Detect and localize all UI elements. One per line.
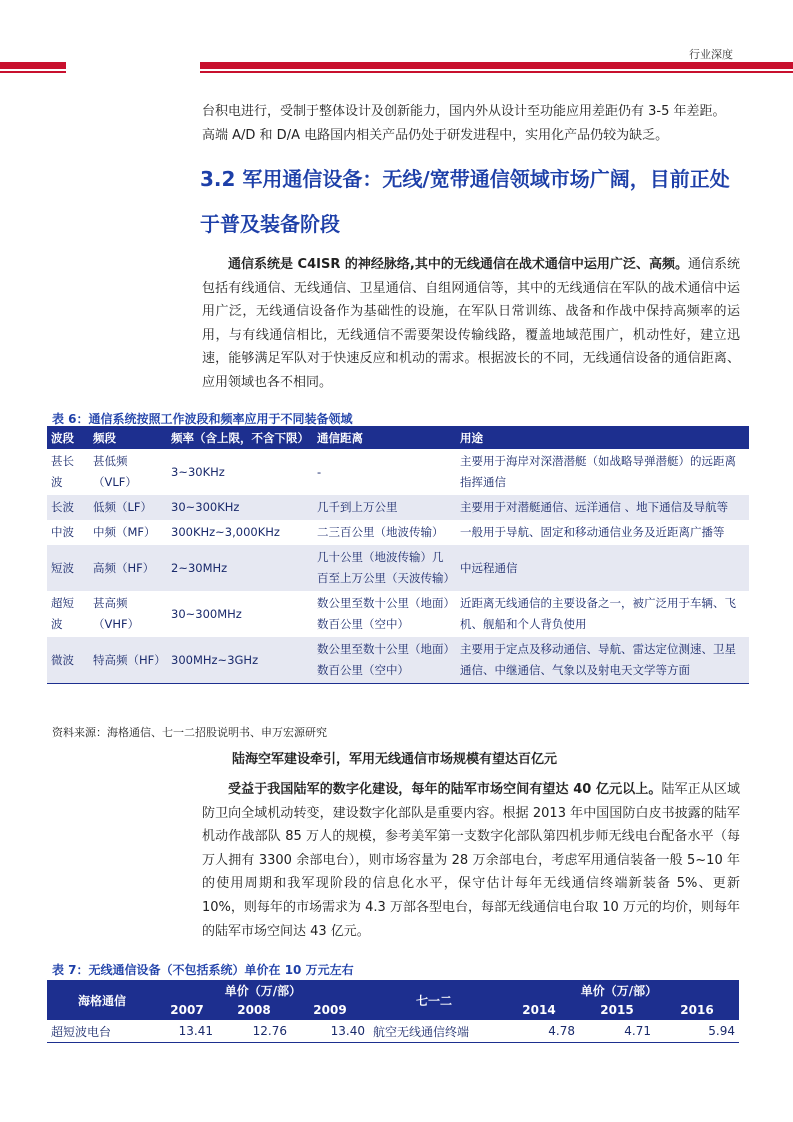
table-cell: 5.94 [655, 1020, 739, 1043]
table-row [47, 545, 749, 591]
table7-right-product: 航空无线通信终端 [369, 1020, 499, 1043]
table6-header-cell: 通信距离 [313, 426, 456, 449]
table-row [47, 637, 749, 684]
table-cell: 低频（LF） [89, 495, 167, 520]
table-cell: 中频（MF） [93, 525, 156, 539]
table-cell: 12.76 [217, 1020, 291, 1043]
table-cell: 高频（HF） [89, 545, 167, 591]
table-cell: 几十公里（地波传输）几百至上万公里（天波传输） [313, 545, 456, 591]
paragraph-comm-system-body: 通信系统包括有线通信、无线通信、卫星通信、自组网通信等，其中的无线通信在军队的战术通信中运用广泛，无线通信设备作为基础性的设施，在军队日常训练、战备和作战中保持高频率的运用，与有线通信相比，无线通信不需要架设传输线路，覆盖地域范围广，机动性好，建立迅速，能够满足军队对于快速反应和机动的需求。根据波长的不同，无线通信设备的通信距离、应用领域也各不相同。 [202, 257, 740, 390]
header-rule-right [200, 62, 793, 69]
table7-year: 2014 [499, 1000, 579, 1020]
subheading: 陆海空军建设牵引，军用无线通信市场规模有望达百亿元 [232, 752, 558, 767]
header-rule-right-thin [200, 71, 793, 73]
table-cell: 30~300MHz [171, 606, 242, 621]
table7-year: 2009 [291, 1000, 369, 1020]
table7-right-company: 七一二 [369, 980, 499, 1020]
table7-year: 2016 [655, 1000, 739, 1020]
table-cell: 长波 [47, 495, 89, 520]
table-row [47, 449, 749, 495]
table-row [47, 591, 749, 637]
table-cell: 4.78 [499, 1020, 579, 1043]
table7-left-product: 超短波电台 [47, 1020, 157, 1043]
header-tag: 行业深度 [689, 48, 733, 61]
table-cell: 中远程通信 [456, 545, 749, 591]
table7-caption: 表 7：无线通信设备（不包括系统）单价在 10 万元左右 [52, 963, 354, 977]
table6-caption: 表 6：通信系统按照工作波段和频率应用于不同装备领域 [52, 412, 353, 426]
table7-right-unit: 单价（万/部） [499, 980, 739, 1000]
intro-paragraph [202, 100, 740, 147]
paragraph-comm-system [202, 253, 740, 395]
section-heading-line-1: 3.2 军用通信设备：无线/宽带通信领域市场广阔，目前正处 [200, 167, 730, 191]
table-row [47, 520, 749, 545]
table-cell: 特高频（HF） [89, 637, 167, 684]
table-cell: 13.40 [291, 1020, 369, 1043]
table-cell: 数公里至数十公里（地面）数百公里（空中） [313, 637, 456, 684]
table-cell: 13.41 [157, 1020, 217, 1043]
table-cell: 微波 [47, 637, 89, 684]
table7-year: 2015 [579, 1000, 655, 1020]
table-cell: 中波 [51, 525, 74, 539]
table7-year: 2007 [157, 1000, 217, 1020]
table6 [47, 426, 749, 684]
table-row [47, 1020, 739, 1043]
table6-header-row [47, 426, 749, 449]
paragraph-army-market-body: 陆军正从区域防卫向全域机动转变，建设数字化部队是重要内容。根据 2013 年中国国防白皮书披露的陆军机动作战部队 85 万人的规模，参考美军第一支数字化部队第四机步师无线电台配备水平（每万人拥有 3300 余部电台），则市场容量为 28 万余部电台，考虑军用通信装备一般 5~10 年的使用周期和我军现阶段的信息化水平，保守估计每年无线通信终端新装备 5%、更新 10%，则每年的市场需求为 4.3 万部各型电台，每部无线通信电台取 10 万元的均价，则每年的陆军市场空间达 43 亿元。 [202, 782, 740, 939]
table-cell: 2~30MHz [167, 545, 313, 591]
intro-line-1: 台积电进行，受制于整体设计及创新能力，国内外从设计至功能应用差距仍有 3-5 年差距。 [202, 104, 726, 119]
table-cell: - [317, 464, 322, 479]
table7-left-company: 海格通信 [47, 980, 157, 1020]
table-cell: 主要用于海岸对深潜潜艇（如战略导弹潜艇）的远距离指挥通信 [460, 454, 736, 489]
table-cell: 300KHz~3,000KHz [171, 525, 280, 539]
table-cell: 数公里至数十公里（地面）数百公里（空中） [317, 596, 450, 631]
table-cell: 300MHz~3GHz [167, 637, 313, 684]
table6-header-cell: 波段 [47, 426, 89, 449]
paragraph-army-market [202, 778, 740, 943]
table6-source: 资料来源：海格通信、七一二招股说明书、申万宏源研究 [52, 726, 327, 739]
header-rule-left [0, 62, 66, 69]
table7-left-unit: 单价（万/部） [157, 980, 369, 1000]
table-cell: 30~300KHz [167, 495, 313, 520]
section-heading [200, 157, 745, 247]
table-row [47, 495, 749, 520]
table-cell: 主要用于定点及移动通信、导航、雷达定位测速、卫星通信、中继通信、气象以及射电天文学等方面 [456, 637, 749, 684]
intro-line-2: 高端 A/D 和 D/A 电路国内相关产品仍处于研发进程中，实用化产品仍较为缺乏。 [202, 127, 669, 143]
table-cell: 4.71 [579, 1020, 655, 1043]
header-rule-left-thin [0, 71, 66, 73]
table6-header-cell: 频率（含上限，不含下限） [167, 426, 313, 449]
paragraph-comm-system-lead: 通信系统是 C4ISR 的神经脉络,其中的无线通信在战术通信中运用广泛、高频。 [228, 257, 688, 272]
table-cell: 甚低频（VLF） [93, 454, 137, 489]
table6-header-cell: 频段 [89, 426, 167, 449]
table7-year: 2008 [217, 1000, 291, 1020]
table-cell: 二三百公里（地波传输） [317, 525, 444, 539]
table-cell: 几千到上万公里 [313, 495, 456, 520]
table-cell: 近距离无线通信的主要设备之一，被广泛用于车辆、飞机、舰船和个人背负使用 [460, 596, 736, 631]
table-cell: 甚长波 [51, 454, 74, 489]
table-cell: 超短波 [51, 596, 74, 631]
paragraph-army-market-lead: 受益于我国陆军的数字化建设，每年的陆军市场空间有望达 40 亿元以上。 [228, 782, 662, 797]
table-cell: 甚高频（VHF） [93, 596, 140, 631]
section-heading-line-2: 于普及装备阶段 [200, 212, 340, 236]
table-cell: 主要用于对潜艇通信、远洋通信 、地下通信及导航等 [456, 495, 749, 520]
table-cell: 3~30KHz [171, 464, 225, 479]
table7 [47, 980, 739, 1043]
table7-header-row-1 [47, 980, 739, 1000]
table6-header-cell: 用途 [456, 426, 749, 449]
table-cell: 短波 [47, 545, 89, 591]
table-cell: 一般用于导航、固定和移动通信业务及近距离广播等 [460, 525, 725, 539]
